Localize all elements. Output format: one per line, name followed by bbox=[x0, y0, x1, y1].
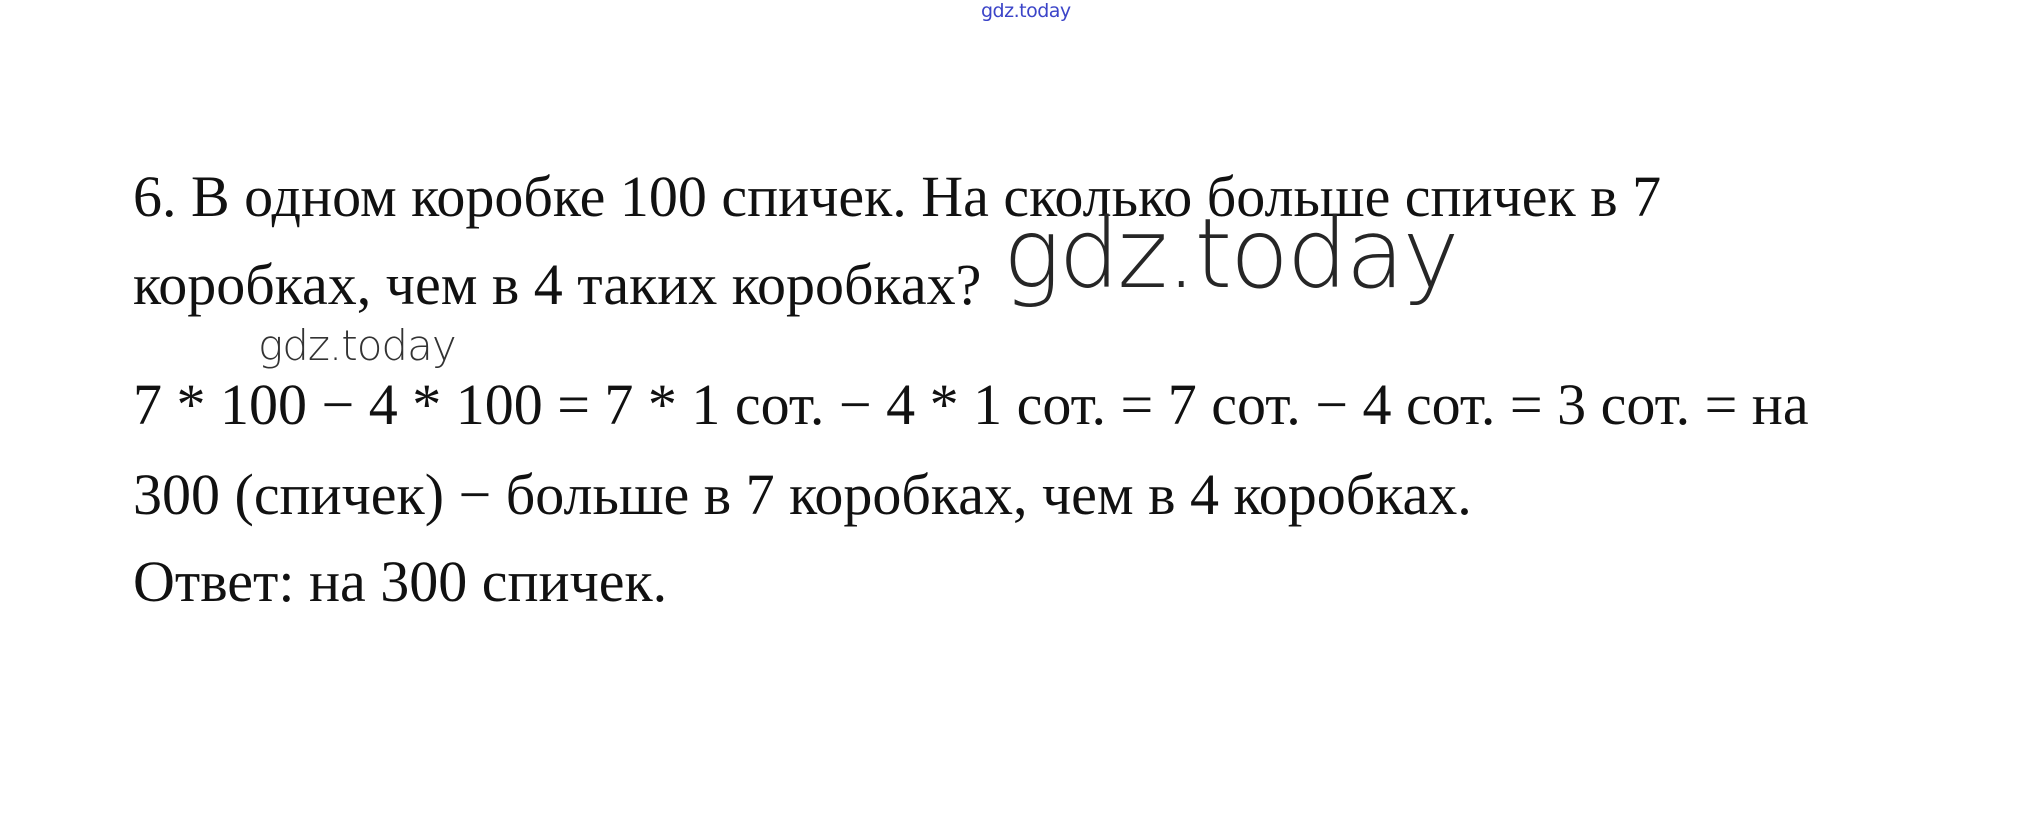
answer-line: Ответ: на 300 спичек. bbox=[133, 549, 668, 614]
question-line-2: коробках, чем в 4 таких коробках? bbox=[133, 252, 982, 317]
watermark-small: gdz.today bbox=[258, 321, 456, 370]
question-line-1: 6. В одном коробке 100 спичек. На сколько больше спичек в 7 bbox=[133, 164, 1662, 229]
watermark-top: gdz.today bbox=[981, 0, 1071, 22]
watermark-large: gdz.today bbox=[1003, 198, 1458, 310]
solution-line-2: 300 (спичек) − больше в 7 коробках, чем в 4 коробках. bbox=[133, 462, 1472, 527]
solution-line-1: 7 * 100 − 4 * 100 = 7 * 1 сот. − 4 * 1 сот. = 7 сот. − 4 сот. = 3 сот. = на bbox=[133, 372, 1809, 437]
